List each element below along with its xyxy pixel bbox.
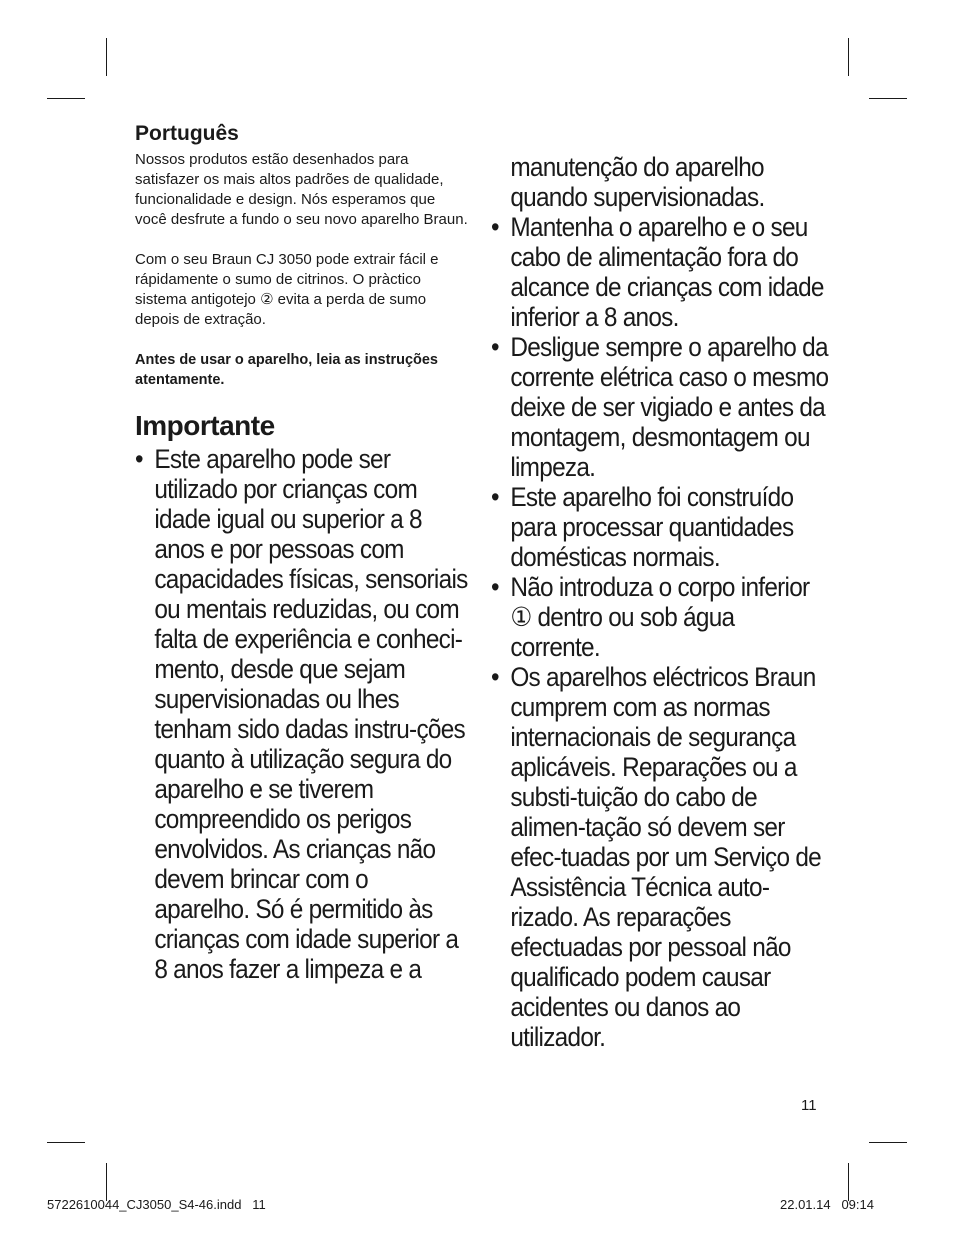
language-title: Português: [135, 122, 239, 145]
bullet-list-left: [135, 444, 468, 984]
notice-text: Antes de usar o aparelho, leia as instruções atentamente.: [135, 352, 438, 388]
right-column: [491, 152, 831, 1052]
left-column: [135, 120, 470, 984]
intro-paragraph: Nossos produtos estão desenhados para satisfazer os mais altos padrões de qualidade, funcionalidade e design. Nós esperamos que você desfrute a fundo o seu novo aparelho Braun.: [135, 151, 468, 228]
bullet-list-right: [491, 212, 829, 1052]
crop-mark-bottom-right-horizontal: [869, 1142, 907, 1143]
crop-mark-top-right-vertical: [848, 38, 849, 76]
crop-mark-bottom-right-vertical: [848, 1163, 849, 1201]
product-paragraph: Com o seu Braun CJ 3050 pode extrair fácil e rápidamente o sumo de citrinos. O pràctico sistema antigotejo ② evita a perda de sumo depois de extração.: [135, 251, 439, 328]
bullet-item: • Desligue sempre o aparelho da corrente elétrica caso o mesmo deixe de ser vigiado e antes da montagem, desmontagem ou limpeza.: [491, 332, 829, 482]
bullet-item: • Este aparelho pode ser utilizado por crianças com idade igual ou superior a 8 anos e por pessoas com capacidades físicas, sensoriais ou mentais reduzidas, ou com falta de experiência e conheci-mento, desde que sejam supervisionadas ou lhes tenham sido dadas instru-ções quanto à utilização segura do aparelho e se tiverem compreendido os perigos envolvidos. As crianças não devem brincar com o aparelho. Só é permitido às crianças com idade superior a 8 anos fazer a limpeza e a: [135, 444, 468, 984]
bullet-item: • Mantenha o aparelho e o seu cabo de alimentação fora do alcance de crianças com idade inferior a 8 anos.: [491, 212, 829, 332]
bullet-item: • Não introduza o corpo inferior ① dentro ou sob água corrente.: [491, 572, 829, 662]
crop-mark-top-right-horizontal: [869, 98, 907, 99]
bullet-item: • Os aparelhos eléctricos Braun cumprem com as normas internacionais de segurança aplicáveis. Reparações ou a substi-tuição do cabo de alimen-tação só devem ser efec-tuadas por um Serviço de Assistência Técnica auto-rizado. As reparações efectuadas por pessoal não qualificado podem causar acidentes ou danos ao utilizador.: [491, 662, 829, 1052]
continuation-text: manutenção do aparelho quando supervisionadas.: [510, 152, 765, 212]
crop-mark-top-left-horizontal: [47, 98, 85, 99]
crop-mark-bottom-left-vertical: [106, 1163, 107, 1201]
section-heading: Importante: [135, 410, 275, 441]
page-number: 11: [801, 1097, 817, 1114]
footer-date-time: 22.01.14 09:14: [780, 1197, 874, 1212]
crop-mark-top-left-vertical: [106, 38, 107, 76]
bullet-item: • Este aparelho foi construído para processar quantidades domésticas normais.: [491, 482, 829, 572]
footer-file-info: 5722610044_CJ3050_S4-46.indd 11: [47, 1197, 266, 1212]
crop-mark-bottom-left-horizontal: [47, 1142, 85, 1143]
